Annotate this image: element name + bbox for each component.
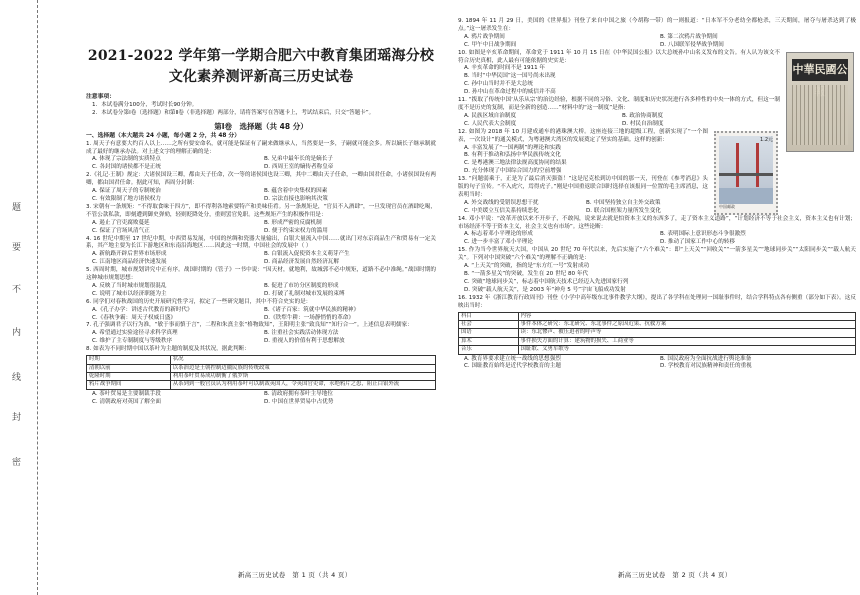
answer-option: A. 辛亥革命的时间不是 1911 年 bbox=[464, 65, 546, 72]
notice-item: 2．本试卷分第Ⅰ卷（选择题）和第Ⅱ卷（非选择题）两部分，请将答案写在答题卡上，考试结束后，只交“答题卡”。 bbox=[92, 109, 375, 116]
answer-option: D. 重视人的价值有利于思想解放 bbox=[264, 338, 345, 345]
answer-option: D. 西周王室的嫡传者称皇帝 bbox=[264, 164, 334, 171]
answer-option: D. 突破“载人航天关”，是 2003 年“神舟 5 号”宇宙飞船成功发射 bbox=[464, 286, 626, 293]
answer-option: C.《春秋争霸：周天子权威日盛》 bbox=[92, 314, 176, 321]
answer-option: B. 蕴含着中央集权的因素 bbox=[264, 188, 328, 195]
answer-option: C. 江南地区商品经济快速发展 bbox=[92, 259, 167, 266]
bridge-stamp-figure bbox=[714, 131, 778, 215]
table-row bbox=[459, 337, 856, 345]
table-cell: 音乐 bbox=[459, 346, 519, 354]
stamp-country: 中国邮政 bbox=[719, 203, 735, 209]
answer-option: D. 联合国框架力量所发生变化 bbox=[586, 207, 661, 214]
answer-option: B. 政治协商制度 bbox=[622, 112, 663, 119]
table-cell: 科目 bbox=[459, 312, 519, 320]
answer-option: A. 民族区域自治制度 bbox=[464, 112, 517, 119]
question-stem: 7. 孔子强调君子以行为准，“敏于事而慎于言”，二程和朱熹主张“格物致知”，王阳明主张“致良知”“知行合一”。上述信息表明儒家： bbox=[86, 322, 413, 329]
table-cell: 社会 bbox=[459, 320, 519, 328]
answer-option: C. 有效限制了地方诸侯权力 bbox=[92, 195, 161, 202]
answer-option: C. 是粤港澳三地法律法规高度协同的结果 bbox=[464, 160, 567, 167]
question bbox=[86, 172, 436, 204]
answer-option: A. 希望通过实验途径寻求科学真理 bbox=[92, 330, 178, 337]
notice-block bbox=[86, 94, 436, 118]
answer-option: B. 第二次鸦片战争期间 bbox=[660, 33, 718, 40]
question-stem: 14. 邓小平说：“改革开放以来不开步子，不敢闯，说来说去就是怕资本主义的东西多了，走了资本主义道路”，“计划经济不等于社会主义，资本主义也有计划；市场经济不等于资本主义，社会主义也有市场”。这些论断： bbox=[458, 215, 856, 230]
notice-heading: 注意事项： bbox=[86, 94, 115, 100]
table-cell: 国耻歌、义勇军歌等 bbox=[518, 346, 855, 354]
answer-option: A. 遏止了官吏腐败蔓延 bbox=[92, 219, 150, 226]
table-row bbox=[459, 320, 856, 328]
answer-option: C. 进一步丰富了邓小平理论 bbox=[464, 239, 533, 246]
answer-options bbox=[86, 220, 436, 236]
question-stem: 3. 宋朝有一条规矩：“不得取食味于四方”，即不得利各地索要特产和美味佳肴。另一条规矩是，“官员不入酒肆”，一旦发现官员在酒肆吃喝，不管公款私款，即刻遭到御史弹劾，轻则贬降处分，重则罢官免职。这些规矩产生的积极作用是： bbox=[86, 203, 436, 218]
page-two bbox=[440, 0, 860, 595]
answer-option: D. 打破了礼制对城市发展的束缚 bbox=[264, 290, 345, 297]
answer-option: B.《诸子百家：筑就中华民族的精神》 bbox=[264, 306, 360, 313]
question bbox=[86, 346, 436, 406]
table-row bbox=[459, 312, 856, 320]
left-column bbox=[86, 12, 436, 407]
answer-option: A. 鸦片战争期间 bbox=[464, 33, 505, 40]
table-cell: 时期 bbox=[87, 356, 171, 364]
answer-option: C. 说明了城市以经济职能为主 bbox=[92, 290, 167, 297]
answer-option: D. 学校教育对民族精神和责任的重视 bbox=[660, 363, 752, 370]
newspaper-masthead: 中華民國公 bbox=[792, 59, 848, 81]
answer-option: A. 丰富发展了“一国两制”的理论和实践 bbox=[464, 144, 561, 151]
table-cell: 以茶治边是王朝控制边疆民族的传统政策 bbox=[170, 364, 435, 372]
question-list bbox=[86, 141, 436, 407]
question bbox=[458, 18, 856, 50]
answer-options bbox=[458, 231, 856, 247]
answer-option: B. 形成严密的反腐机制 bbox=[264, 219, 322, 226]
answer-options bbox=[86, 156, 436, 172]
binding-char: 线 bbox=[12, 373, 22, 383]
question-stem: 15. 作为当今世界航天大国，中国从 20 世纪 70 年代以来，先后实施了“六个难关”：即“上天关”“回收关”“一箭多星关”“地球同步关”“太阳同步关”“载人航天关”。下列对中国突破“六个难关”的理解不正确的是： bbox=[458, 247, 856, 262]
answer-option: A. 新航路开辟后世界市场形成 bbox=[92, 251, 167, 258]
answer-option: C. 清朝政府对英国了解全面 bbox=[92, 398, 161, 405]
answer-option: C. 保证了官场风清气正 bbox=[92, 227, 150, 234]
question-stem: 1. 周天子有意要大约百人以上……之所有要安命名，就可能是保证有了嗣来做继承人，当然要是一多，子嗣就可能会多。所以嫡长子继承制就成了最好的继承办法。对上述文字的理解正确的是： bbox=[86, 140, 436, 155]
answer-option: C. 人民代表大会制度 bbox=[464, 120, 517, 127]
newspaper-figure bbox=[786, 52, 854, 152]
notice-item: 1．本试卷满分100分，考试时长90分钟。 bbox=[92, 101, 198, 108]
exam-title-line1: 2021-2022 学年第一学期合肥六中教育集团瑶海分校 bbox=[87, 48, 435, 64]
stamp-bridge-tower bbox=[736, 143, 739, 187]
question-table bbox=[86, 355, 436, 390]
question-list bbox=[458, 18, 856, 371]
answer-option: B. 表明国际上意识形态斗争很激烈 bbox=[660, 231, 746, 238]
table-cell: 从茶到到一般官员认为利用茶叶可以制裁英国人，令英国官吏命，永绝鸦片之患，阻止白银外流 bbox=[170, 381, 435, 389]
answer-option: C. 国耻教育始终是近代学校教育的主题 bbox=[464, 363, 561, 370]
table-cell: 内容 bbox=[518, 312, 855, 320]
newspaper-text-lines bbox=[792, 85, 848, 145]
question-stem: 16. 1932 年《浙江教育行政周刊》刊登《小学中高年级东北事件教学大纲》，提出了各学科在处理同一国耻事件时，结合学科特点各有侧重（部分如下表）。这反映出当时： bbox=[458, 294, 856, 309]
table-cell: 鸦片战争期间 bbox=[87, 381, 171, 389]
answer-options bbox=[458, 263, 856, 295]
answer-option: B. 清政府拥有茶叶主导地位 bbox=[264, 390, 333, 397]
exam-title-line2: 文化素养测评新高三历史试卷 bbox=[168, 69, 354, 85]
answer-option: D. 孙中山在革命过程中的威信并不高 bbox=[464, 89, 556, 96]
answer-option: C. 中美缓立互信关系持续恶化 bbox=[464, 207, 539, 214]
answer-option: A. 体现了宗法制的实质特点 bbox=[92, 156, 161, 163]
answer-option: D. 八国联军侵华战争期间 bbox=[660, 41, 724, 48]
answer-option: D. 便于约束宋权力的滥用 bbox=[264, 227, 328, 234]
question bbox=[86, 204, 436, 236]
table-row bbox=[459, 329, 856, 337]
question-stem: 5. 西周时期，城市规划讲究中正有序。战国时期的《管子》一书中说：“因天材，就地利，故城郭不必中规矩，道路不必中准绳。”战国时期的这种城市规划思想： bbox=[86, 267, 436, 282]
question-stem: 6. 同学们对春秋战国的历史开展研究性学习，拟定了一些研究题目，其中不符合史实的是： bbox=[86, 298, 312, 305]
answer-option: A. 反映了当时城市规划很混乱 bbox=[92, 282, 167, 289]
answer-option: A.《孔子办学：讲述古代教育的新时代》 bbox=[92, 306, 193, 313]
answer-options bbox=[458, 200, 708, 216]
stamp-water bbox=[719, 188, 773, 204]
answer-options bbox=[86, 391, 436, 407]
answer-option: D. 推动了国家工作中心的转移 bbox=[660, 239, 735, 246]
answer-options bbox=[458, 34, 856, 50]
stamp-value: 1.2元 bbox=[760, 136, 773, 143]
answer-option: B. 兄弟中最年长的是嫡长子 bbox=[264, 156, 333, 163]
answer-option: C. 维护了主专制制度与等级秩序 bbox=[92, 338, 173, 345]
question-stem: 9. 1894 年 11 月 29 日，美国的《世界报》刊登了来自中国之旅（今胡称一带）的一则报道：“日本军不分老幼全都枪杀，三天期间，屠夺与屠杀达到了极点。”这一屠杀发生在： bbox=[458, 18, 856, 32]
binding-char: 题 bbox=[12, 203, 22, 213]
table-cell: 乾隆时期 bbox=[87, 372, 171, 380]
table-row bbox=[87, 372, 436, 380]
table-cell: 算术 bbox=[459, 337, 519, 345]
question bbox=[458, 295, 856, 372]
answer-option: A. 教育界要求建立统一战线的思想强烈 bbox=[464, 355, 561, 362]
question bbox=[86, 141, 436, 173]
question-stem: 11. “拨取了传统中国‘从乐从宗’的治边经验，根据不同的习俗、文化、制度和历史状况进行各多样性的中央一体的方式，但这一制度不是历史的复制，而是全新的创造……”材料中的“这一制度”是指： bbox=[458, 97, 780, 111]
question bbox=[458, 216, 856, 248]
answer-option: C. 甲午中日战争期间 bbox=[464, 41, 517, 48]
table-cell: 事件损失方面的计算：建筑物的损失、工商业等 bbox=[518, 337, 855, 345]
answer-option: B. “一箭多星关”的突破，发生在 20 世纪 80 年代 bbox=[464, 271, 589, 277]
question bbox=[458, 50, 856, 97]
answer-option: D. 宗法直接也影响其决策 bbox=[264, 195, 328, 202]
answer-options bbox=[86, 188, 436, 204]
answer-options bbox=[86, 251, 436, 267]
question bbox=[458, 247, 856, 294]
question-stem: 8. 如表为不同时期中国以茶叶为主题的制度及其状况，据此判断： bbox=[86, 346, 250, 353]
answer-option: C. 各封国的诸侯都不是正统 bbox=[92, 164, 161, 171]
table-row bbox=[459, 346, 856, 354]
answer-option: A. 茶叶贸易是主要制裁手段 bbox=[92, 390, 161, 397]
answer-option: B. 注重社会实践活动体现方法 bbox=[264, 330, 339, 337]
stamp-bridge-tower bbox=[756, 143, 759, 187]
answer-option: B. 促进了市坊分区制度的形成 bbox=[264, 282, 339, 289]
binding-char: 密 bbox=[12, 458, 22, 468]
binding-margin bbox=[0, 0, 38, 595]
answer-option: A. 外交战线的受错误思想干扰 bbox=[464, 199, 539, 206]
page-footer: 新高三历史试卷 第 1 页（共 4 页） bbox=[238, 571, 352, 579]
answer-option: B. 有利于推动和弘扬中华民族传统文化 bbox=[464, 152, 561, 159]
table-row bbox=[87, 356, 436, 364]
answer-option: B. 国民政府为全面抗战进行舆论准备 bbox=[660, 355, 752, 362]
table-row bbox=[87, 364, 436, 372]
answer-option: D. 充分体现了中国综合国力的空前增强 bbox=[464, 168, 562, 175]
answer-option: D. 村民自治制度 bbox=[622, 120, 664, 127]
answer-options bbox=[86, 307, 436, 323]
answer-options bbox=[86, 283, 436, 299]
table-cell: 清朝以前 bbox=[87, 364, 171, 372]
question bbox=[86, 236, 436, 268]
question bbox=[86, 267, 436, 299]
question-stem: 13. “问题弱乘于，正是为了最后消灭强盗！”这是尼克松到访中国的那一天，刊登在《参考消息》头版的句子宣传。“不入虎穴，焉得虎子。”刚是中国重返联合国时选择在该报同一位置的毛主席消息，这表明当时： bbox=[458, 176, 708, 198]
stamp-bridge-deck bbox=[719, 173, 773, 176]
table-cell: 事件本体之研究：东北研究、东北事件之原因近果、抗救方案 bbox=[518, 320, 855, 328]
section-one-heading: 第Ⅰ卷 选择题（共 48 分） bbox=[214, 121, 308, 131]
question bbox=[458, 176, 856, 216]
answer-option: B. 中国坚持独立自主外交政策 bbox=[586, 199, 661, 206]
answer-option: B. 当时“中华民国”这一国号尚未出现 bbox=[464, 73, 556, 80]
answer-option: D. 商品经济发展自然经济瓦解 bbox=[264, 259, 339, 266]
answer-option: C. 孙中山当时并不是大总统 bbox=[464, 81, 533, 88]
table-cell: 利用茶叶贸易成功制衡了俄罗斯 bbox=[170, 372, 435, 380]
table-cell: 读：东北惨声、被压迫者的呼声等 bbox=[518, 329, 855, 337]
answer-option: A. 标志着邓小平理论的形成 bbox=[464, 231, 533, 238]
question bbox=[86, 322, 436, 346]
question-table bbox=[458, 312, 856, 355]
page-footer: 新高三历史试卷 第 2 页（共 4 页） bbox=[618, 571, 732, 579]
binding-char: 要 bbox=[12, 243, 22, 253]
answer-options bbox=[458, 113, 780, 129]
table-cell: 状况 bbox=[170, 356, 435, 364]
answer-option: A. “上天关”的突破，指的是“东方红一号”发射成功 bbox=[464, 263, 590, 270]
answer-options bbox=[86, 330, 436, 346]
binding-char: 内 bbox=[12, 328, 22, 338]
section-one-subheading: 一、选择题（本大题共 24 小题，每小题 2 分，共 48 分） bbox=[86, 132, 241, 139]
answer-option: A. 保证了周天子的专制统治 bbox=[92, 188, 161, 195]
question bbox=[86, 299, 436, 323]
answer-option: D.《铁犁牛耕：一场静悄悄的革命》 bbox=[264, 314, 354, 321]
table-row bbox=[87, 381, 436, 389]
question-stem: 4. 16 世纪中期至 17 世纪中期，中西贸易发展，中国的丝绸和瓷器大量输出，白银大量流入中国……就出门对东京商品生产和贸易有一定关系，其产地主要为长江下游地区和东南沿海地区……因此这一时期，中国社会的发展中（ ） bbox=[86, 235, 436, 250]
table-cell: 国语 bbox=[459, 329, 519, 337]
binding-char: 封 bbox=[12, 413, 22, 423]
question-stem: 2.《礼记·王制》规定：大诸侯国设三卿，都由天子任命，次一等的诸侯国也设三卿，其中二卿由天子任命，一卿由国君任命，小诸侯国设有两卿，都由国君任命。据此可知，西周分封制： bbox=[86, 172, 436, 187]
answer-option: C. 突破“地球同步关”，标志着中国航天技术已经迈入先进国家行列 bbox=[464, 278, 629, 285]
binding-char: 不 bbox=[12, 285, 22, 295]
answer-option: D. 中国在世界贸易中占优势 bbox=[264, 398, 334, 405]
right-column bbox=[458, 18, 856, 371]
question-stem: 10. 如图是辛亥革命期间，革命党于 1911 年 10 月 15 日在《中华民国公报》以大总统孙中山名义发布的文告。有人认为该文不符合历史真相，此人最有可能依据的史实是： bbox=[458, 49, 780, 64]
answer-options bbox=[458, 356, 856, 372]
answer-option: B. 白银流入促使资本主义萌芽产生 bbox=[264, 251, 350, 258]
question-stem: 12. 如图为 2018 年 10 月建成通车的港珠澳大桥。这座连接三地的超级工程，创新实现了“一个图表，一次设计”的通关模式，为粤港澳大湾区的发展奠定了坚实的基础。这样的创新： bbox=[458, 128, 708, 143]
